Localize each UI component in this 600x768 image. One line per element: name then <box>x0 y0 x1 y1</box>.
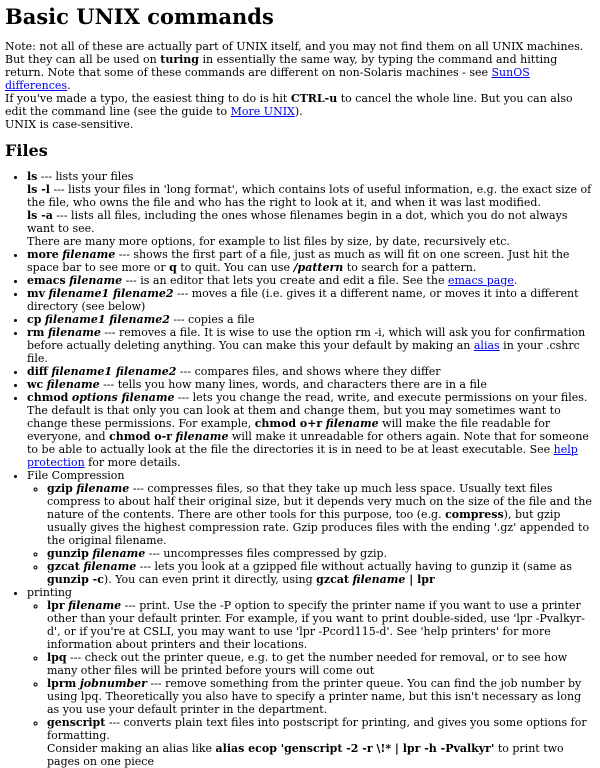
section-label: printing <box>27 586 72 599</box>
command-name: emacs <box>27 274 66 287</box>
command-name: gunzip -c <box>47 573 104 586</box>
list-item-lpq <box>47 651 594 677</box>
list-item-lprm <box>47 677 594 716</box>
list-item-cp <box>27 313 594 326</box>
command-desc: --- removes a file. It is wise to use the option rm -i, which will ask you for confirmation before actually deleting anything. You can make this your default by making an <box>27 326 586 352</box>
command-arg: options filename <box>71 391 175 404</box>
command-desc: --- lets you look at a gzipped file without actually having to gunzip it (same as <box>136 560 573 573</box>
command-desc: There are many more options, for example to list files by size, by date, recursively etc. <box>27 235 510 248</box>
command-name: wc <box>27 378 44 391</box>
emacs-page-link[interactable]: emacs page <box>447 274 514 287</box>
command-desc: to search for a pattern. <box>343 261 477 274</box>
command-name: mv <box>27 287 46 300</box>
command-desc: Consider making an alias like <box>47 742 216 755</box>
more-unix-link[interactable]: More UNIX <box>230 105 295 118</box>
command-desc: . <box>513 274 518 287</box>
page-title: Basic UNIX commands <box>5 4 274 29</box>
ctrl-u-text: CTRL-u <box>290 92 338 105</box>
intro-text: to cancel the whole line. But you can also edit the command line (see the guide to <box>5 92 573 118</box>
alias-link[interactable]: alias <box>473 339 500 352</box>
list-item-mv <box>27 287 594 313</box>
command-desc: --- lets you change the read, write, and execute permissions on your files. The default is that only you can look at them and change them, but you may sometimes want to change these permissions. For example, <box>27 391 588 430</box>
command-desc: in your .cshrc file. <box>27 339 580 365</box>
command-desc: to quit. You can use <box>176 261 294 274</box>
command-desc: for more details. <box>84 456 181 469</box>
files-list <box>5 170 594 768</box>
command-name: gzcat <box>316 573 349 586</box>
command-name: lprm <box>47 677 77 690</box>
turing-text: turing <box>160 53 199 66</box>
command-desc: --- print. Use the -P option to specify the printer name if you want to use a printer other than your default printer. For example, if you want to print double-sided, use 'lpr -Pvalkyr-d', or if you're at CSLI, you may want to use 'lpr -Pcord115-d'. See 'help printers' for more information about printers and their locations. <box>47 599 585 651</box>
list-item-chmod <box>27 391 594 469</box>
command-arg: filename <box>62 248 116 261</box>
command-desc: --- moves a file (i.e. gives it a different name, or moves it into a different directory (see below) <box>27 287 579 313</box>
command-arg: filename <box>175 430 229 443</box>
command-desc: --- uncompresses files compressed by gzip. <box>145 547 388 560</box>
printing-list <box>27 599 594 768</box>
command-arg: /pattern <box>293 261 344 274</box>
command-desc: --- copies a file <box>169 313 255 326</box>
compression-list <box>27 482 594 586</box>
command-name: lpq <box>47 651 67 664</box>
command-arg: filename <box>92 547 146 560</box>
list-item-printing <box>27 586 594 768</box>
command-desc: --- lists all files, including the ones whose filenames begin in a dot, which you do not always want to see. <box>27 209 568 235</box>
command-name: | lpr <box>405 573 435 586</box>
command-arg: filename <box>68 599 122 612</box>
command-name: rm <box>27 326 45 339</box>
command-name: chmod o-r <box>109 430 172 443</box>
command-desc: to print two pages on one piece <box>47 742 564 768</box>
command-arg: filename <box>352 573 406 586</box>
command-name: diff <box>27 365 48 378</box>
list-item-lpr <box>47 599 594 651</box>
command-arg: filename <box>47 326 101 339</box>
list-item-genscript <box>47 716 594 768</box>
intro-text: ). <box>294 105 303 118</box>
command-arg: filename <box>325 417 379 430</box>
command-name: gzip <box>47 482 73 495</box>
command-name: ls -l <box>27 183 50 196</box>
command-desc: --- converts plain text files into postscript for printing, and gives you some options for formatting. <box>47 716 587 742</box>
command-arg: jobnumber <box>79 677 147 690</box>
command-name: gzcat <box>47 560 80 573</box>
list-item-wc <box>27 378 594 391</box>
command-name: compress <box>445 508 504 521</box>
intro-text: . <box>67 79 71 92</box>
command-name: chmod o+r <box>254 417 323 430</box>
intro-text: in essentially the same way, by typing the command and hitting return. Note that some of these commands are different on non-Solaris machines - see <box>5 53 558 79</box>
help-protection-link[interactable]: help protection <box>27 443 578 469</box>
list-item-gunzip <box>47 547 594 560</box>
command-desc: ). You can even print it directly, using <box>103 573 317 586</box>
files-heading: Files <box>5 141 48 160</box>
sunos-differences-link[interactable]: SunOS differences <box>5 66 530 92</box>
command-arg: filename <box>83 560 137 573</box>
command-name: q <box>169 261 177 274</box>
command-name: lpr <box>47 599 65 612</box>
command-arg: filename1 filename2 <box>51 365 177 378</box>
intro-text: If you've made a typo, the easiest thing to do is hit <box>5 92 291 105</box>
command-desc: --- tells you how many lines, words, and characters there are in a file <box>99 378 487 391</box>
section-label: File Compression <box>27 469 125 482</box>
command-arg: filename1 filename2 <box>44 313 170 326</box>
command-name: gunzip <box>47 547 89 560</box>
list-item-diff <box>27 365 594 378</box>
list-item-rm <box>27 326 594 365</box>
command-name: genscript <box>47 716 106 729</box>
command-arg: filename <box>69 274 123 287</box>
list-item-gzcat <box>47 560 594 586</box>
list-item-compression <box>27 469 594 586</box>
command-desc: --- compares files, and shows where they differ <box>176 365 441 378</box>
command-desc: --- compresses files, so that they take up much less space. Usually text files compress to about half their original size, but it depends very much on the size of the file and the nature of the contents. There are other tools for this purpose, too (e.g. <box>47 482 592 521</box>
command-desc: --- lists your files <box>37 170 134 183</box>
list-item-ls <box>27 170 594 248</box>
intro-paragraph <box>5 40 594 131</box>
command-arg: filename1 filename2 <box>48 287 174 300</box>
command-desc: --- lists your files in 'long format', which contains lots of useful information, e.g. the exact size of the file, who owns the file and who has the right to look at it, and when it was last modified. <box>27 183 592 209</box>
command-desc: --- remove something from the printer queue. You can find the job number by using lpq. Theoretically you also have to specify a printer name, but this isn't necessary as long as you use your default printer in the department. <box>47 677 582 716</box>
command-arg: filename <box>46 378 100 391</box>
command-name: more <box>27 248 59 261</box>
command-name: chmod <box>27 391 69 404</box>
command-name: cp <box>27 313 42 326</box>
command-name: ls -a <box>27 209 53 222</box>
command-desc: --- check out the printer queue, e.g. to get the number needed for removal, or to see how many other files will be printed before yours will come out <box>47 651 568 677</box>
command-desc: --- shows the first part of a file, just as much as will fit on one screen. Just hit the space bar to see more or <box>27 248 570 274</box>
command-name: ls <box>27 170 38 183</box>
command-desc: ), but gzip usually gives the highest compression rate. Gzip produces files with the ending '.gz' appended to the original filename. <box>47 508 590 547</box>
case-sensitive-note: UNIX is case-sensitive. <box>5 118 134 131</box>
list-item-emacs <box>27 274 594 287</box>
list-item-gzip <box>47 482 594 547</box>
command-desc: will make it unreadable for others again. Note that for someone to be able to actually look at the file the directories it is in need to be at least executable. See <box>27 430 589 456</box>
command-arg: filename <box>76 482 130 495</box>
command-desc: --- is an editor that lets you create and edit a file. See the <box>122 274 448 287</box>
command-desc: will make the file readable for everyone, and <box>27 417 551 443</box>
list-item-more <box>27 248 594 274</box>
command-name: alias ecop 'genscript -2 -r \!* | lpr -h -Pvalkyr' <box>215 742 495 755</box>
intro-text: Note: not all of these are actually part of UNIX itself, and you may not find them on all UNIX machines. But they can all be used on <box>5 40 584 66</box>
